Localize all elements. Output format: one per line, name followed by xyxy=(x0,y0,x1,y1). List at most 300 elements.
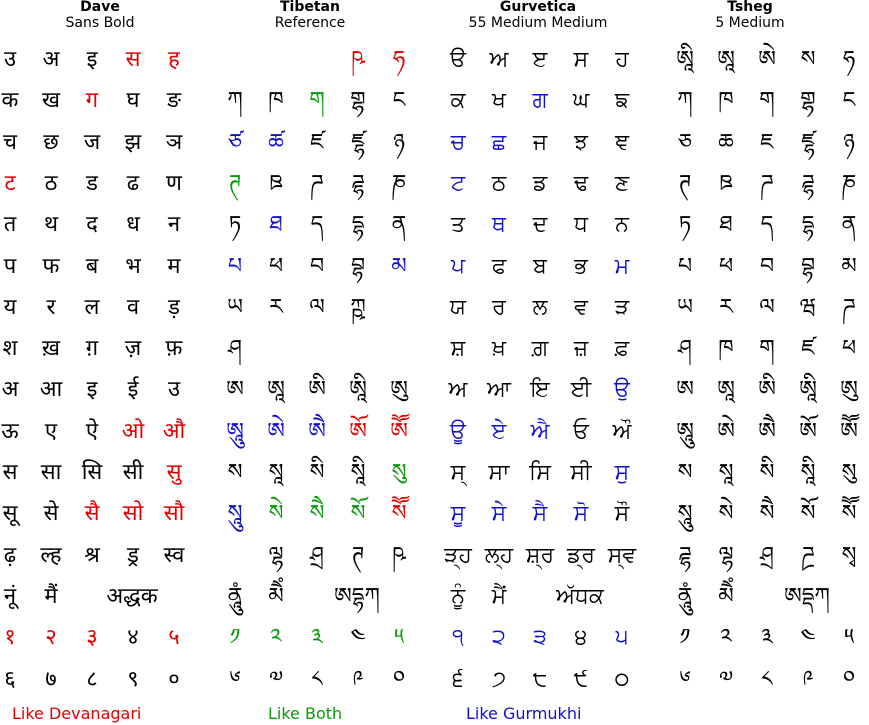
glyph-cell: ਧ xyxy=(574,212,588,238)
glyph-cell: ਦ xyxy=(532,212,548,238)
glyph-row xyxy=(650,494,860,534)
glyph-cell: ཧ xyxy=(392,47,406,72)
glyph-cell: ཀ xyxy=(227,88,243,114)
glyph-cell: ཁ xyxy=(718,88,734,114)
glyph-row xyxy=(650,412,860,452)
column-tsheg xyxy=(650,0,858,692)
glyph-cell: ༧ xyxy=(718,666,734,692)
glyph-cell: ཡ xyxy=(227,294,243,320)
glyph-cell: ཥ xyxy=(351,47,365,72)
glyph-row xyxy=(438,536,648,576)
glyph-cell: ན xyxy=(841,212,857,238)
glyph-cell: उ xyxy=(167,377,181,403)
glyph-cell: ਘ xyxy=(572,88,590,114)
glyph-cell: सै xyxy=(84,501,100,527)
glyph-cell: ༣ xyxy=(761,625,773,651)
glyph-cell: ਉ xyxy=(614,377,630,403)
glyph-cell xyxy=(338,329,378,369)
glyph-cell: ङ xyxy=(166,88,181,114)
glyph-cell: अ xyxy=(1,377,19,403)
glyph-cell: ཡ xyxy=(677,294,693,320)
glyph-cell: ཤ xyxy=(228,336,242,362)
glyph-cell: इ xyxy=(86,47,98,72)
glyph-cell: ਛ xyxy=(491,129,507,155)
glyph-cell: न xyxy=(167,212,181,238)
glyph-cell: ੮ xyxy=(532,666,548,692)
glyph-cell: ਮ xyxy=(614,253,630,279)
glyph-cell: सा xyxy=(40,460,62,485)
glyph-cell: ཤྲ xyxy=(310,542,324,568)
glyph-cell: ४ xyxy=(127,625,139,651)
glyph-cell: ਈ xyxy=(570,377,592,403)
glyph-cell: ਔ xyxy=(612,418,632,444)
glyph-cell: सि xyxy=(81,460,103,485)
glyph-cell: ल xyxy=(84,294,100,320)
glyph-cell: ལ xyxy=(309,294,325,320)
glyph-cell: ༤ xyxy=(800,625,816,651)
glyph-cell: ༡ xyxy=(229,625,241,651)
column-header xyxy=(0,0,200,34)
glyph-cell: ཎ xyxy=(841,170,857,196)
glyph-row xyxy=(438,370,648,410)
glyph-cell: मैं xyxy=(44,583,58,609)
glyph-cell xyxy=(256,40,296,80)
glyph-cell: ཨཱི xyxy=(799,377,817,403)
glyph-cell: ३ xyxy=(86,625,98,651)
glyph-row xyxy=(0,618,210,658)
glyph-row xyxy=(210,660,420,700)
glyph-cell: ५ xyxy=(168,625,180,651)
glyph-row xyxy=(650,288,860,328)
glyph-cell: སཱ xyxy=(268,460,284,485)
glyph-cell: नूं xyxy=(3,583,17,609)
glyph-cell: ཨཻ xyxy=(758,418,776,444)
column-title: Tsheg xyxy=(727,0,773,15)
glyph-cell: झ xyxy=(124,129,142,155)
glyph-cell: ༡ xyxy=(679,625,691,651)
glyph-cell: ९ xyxy=(127,666,139,692)
glyph-cell: ਨੂੰ xyxy=(450,583,466,609)
glyph-row xyxy=(650,247,860,287)
glyph-cell: ལྷ xyxy=(718,542,734,568)
glyph-cell: प xyxy=(3,253,17,279)
glyph-row xyxy=(438,412,648,452)
glyph-cell: ཋ xyxy=(269,170,283,196)
glyph-row xyxy=(0,577,210,617)
glyph-row xyxy=(438,660,648,700)
glyph-cell: ཤྲ xyxy=(760,542,774,568)
glyph-cell: ब xyxy=(85,253,99,279)
glyph-cell: ਞ xyxy=(614,129,630,155)
glyph-cell: ན xyxy=(391,212,407,238)
glyph-row xyxy=(650,40,860,80)
glyph-cell: ੫ xyxy=(615,625,629,651)
glyph-row xyxy=(210,329,420,369)
glyph-cell: པ xyxy=(677,253,693,279)
glyph-row xyxy=(438,329,648,369)
glyph-cell: སཱུ xyxy=(677,501,693,527)
legend-gurmukhi: Like Gurmukhi xyxy=(466,704,582,723)
glyph-cell: ༦ xyxy=(679,666,691,692)
glyph-cell: ཁ xyxy=(718,336,734,362)
glyph-cell: छ xyxy=(43,129,59,155)
glyph-cell: ཨཱི xyxy=(676,47,694,72)
glyph-cell: སཱི xyxy=(800,460,816,485)
glyph-cell: ཨེ xyxy=(717,418,735,444)
glyph-cell xyxy=(256,329,296,369)
glyph-cell: ཐ xyxy=(719,212,733,238)
glyph-cell: ཨ xyxy=(226,377,244,403)
glyph-row xyxy=(210,618,420,658)
column-subtitle: Sans Bold xyxy=(65,15,135,31)
glyph-row xyxy=(0,40,210,80)
glyph-row xyxy=(0,247,210,287)
glyph-cell: ६ xyxy=(4,666,16,692)
glyph-cell: སཱུ xyxy=(227,501,243,527)
glyph-row xyxy=(0,660,210,700)
glyph-cell: ञ xyxy=(165,129,183,155)
glyph-row xyxy=(210,577,420,617)
glyph-cell: སི xyxy=(759,460,775,485)
glyph-cell: ਗ਼ xyxy=(531,336,549,362)
glyph-cell: ੲ xyxy=(532,47,548,72)
glyph-cell: ཌྷ xyxy=(678,542,692,568)
glyph-cell xyxy=(215,536,255,576)
glyph-cell: མ xyxy=(841,253,857,279)
glyph-cell: ਗ xyxy=(532,88,548,114)
glyph-cell: ਸੋ xyxy=(573,501,589,527)
glyph-cell: ཐ xyxy=(269,212,283,238)
glyph-cell: व xyxy=(126,294,140,320)
glyph-cell: स xyxy=(125,47,141,72)
glyph-row xyxy=(0,412,210,452)
glyph-cell: ਢ xyxy=(573,170,589,196)
glyph-cell: ཉ xyxy=(843,129,855,155)
glyph-row xyxy=(0,370,210,410)
glyph-cell: ཛྷ xyxy=(801,129,815,155)
glyph-cell: भ xyxy=(125,253,141,279)
glyph-cell: ਮੈਂ xyxy=(491,583,507,609)
glyph-cell: སོ xyxy=(350,501,366,527)
glyph-cell: औ xyxy=(162,418,186,444)
glyph-cell: ਨ xyxy=(615,212,629,238)
glyph-row xyxy=(0,494,210,534)
glyph-cell: ਸੇ xyxy=(491,501,507,527)
glyph-cell: ਏ xyxy=(491,418,507,444)
glyph-cell: ཉ xyxy=(393,129,405,155)
glyph-cell: ག xyxy=(759,336,775,362)
glyph-cell: स्व xyxy=(163,542,185,568)
glyph-cell: ལྷ xyxy=(268,542,284,568)
glyph-cell: ༧ xyxy=(268,666,284,692)
glyph-cell: ༠ xyxy=(842,666,856,692)
glyph-cell: ༩ xyxy=(352,666,364,692)
glyph-cell: ਐ xyxy=(530,418,550,444)
glyph-row xyxy=(210,370,420,410)
glyph-cell: ཊ xyxy=(351,542,365,568)
glyph-cell: ཨཱུ xyxy=(676,418,694,444)
glyph-cell: ੳ xyxy=(450,47,466,72)
glyph-cell: ཨཽ xyxy=(390,418,408,444)
glyph-cell: ཨཱ xyxy=(717,377,735,403)
glyph-cell: ད xyxy=(760,212,774,238)
glyph-cell: ੩ xyxy=(533,625,547,651)
glyph-cell: ਠ xyxy=(491,170,507,196)
glyph-cell: ༢ xyxy=(270,625,282,651)
glyph-cell: པ xyxy=(227,253,243,279)
glyph-cell: ਡ xyxy=(532,170,548,196)
glyph-cell: फ़ xyxy=(165,336,183,362)
glyph-cell: ཨེ xyxy=(758,47,776,72)
glyph-cell: ས xyxy=(677,460,693,485)
glyph-row xyxy=(0,81,210,121)
glyph-cell: ཨ xyxy=(676,377,694,403)
glyph-cell: ਸ xyxy=(573,47,589,72)
glyph-cell: བྷ xyxy=(800,253,816,279)
glyph-cell: म xyxy=(167,253,181,279)
glyph-row xyxy=(210,40,420,80)
glyph-cell: श xyxy=(2,336,18,362)
glyph-row xyxy=(210,205,420,245)
glyph-cell: ཨདྡཀ xyxy=(784,583,830,609)
glyph-cell: ਰ xyxy=(492,294,506,320)
glyph-cell: ड्र xyxy=(127,542,139,568)
glyph-cell xyxy=(379,288,419,328)
glyph-cell: ਫ਼ xyxy=(614,336,630,362)
glyph-cell: ཛྷ xyxy=(351,129,365,155)
glyph-cell: ཨེ xyxy=(267,418,285,444)
glyph-cell: ग xyxy=(85,88,99,114)
glyph-cell: इ xyxy=(86,377,98,403)
glyph-cell: བ xyxy=(309,253,325,279)
glyph-cell: ई xyxy=(127,377,139,403)
legend-both: Like Both xyxy=(268,704,343,723)
glyph-row xyxy=(0,123,210,163)
column-subtitle: Reference xyxy=(274,15,346,31)
glyph-cell xyxy=(379,329,419,369)
glyph-cell: སེ xyxy=(718,501,734,527)
glyph-cell: ཛ xyxy=(801,336,815,362)
glyph-cell: सी xyxy=(122,460,144,485)
glyph-cell: सू xyxy=(2,501,18,527)
glyph-row xyxy=(210,536,420,576)
glyph-cell xyxy=(297,329,337,369)
glyph-cell: ल्ह xyxy=(40,542,62,568)
legend-devanagari: Like Devanagari xyxy=(12,704,142,723)
glyph-cell: ਸ਼੍ਰ xyxy=(525,542,555,568)
glyph-cell: ० xyxy=(168,666,180,692)
glyph-row xyxy=(438,205,648,245)
glyph-cell: ड़ xyxy=(168,294,180,320)
glyph-cell: ག xyxy=(759,88,775,114)
glyph-cell: ਙ xyxy=(614,88,630,114)
glyph-cell: ནཱུཾ xyxy=(227,583,243,609)
glyph-cell: ७ xyxy=(45,666,57,692)
glyph-cell: ਲ xyxy=(532,294,548,320)
column-subtitle: 55 Medium Medium xyxy=(468,15,608,31)
glyph-row xyxy=(438,40,648,80)
glyph-cell: ཊ xyxy=(678,170,692,196)
glyph-cell: ए xyxy=(44,418,58,444)
glyph-cell: བྷ xyxy=(350,253,366,279)
glyph-cell: ཨུ xyxy=(840,377,858,403)
glyph-cell: ཏ xyxy=(678,212,692,238)
glyph-cell: ཨཱི xyxy=(349,377,367,403)
glyph-cell: ཨཱ xyxy=(717,47,735,72)
glyph-cell: ਚ xyxy=(450,129,466,155)
glyph-cell: ਓ xyxy=(573,418,589,444)
glyph-cell: ཨི xyxy=(758,377,776,403)
glyph-cell: ਸ੍ xyxy=(450,460,466,485)
glyph-cell: ਸੌ xyxy=(614,501,630,527)
glyph-cell: ਝ xyxy=(574,129,588,155)
glyph-cell: ༤ xyxy=(350,625,366,651)
glyph-cell: ਖ xyxy=(492,88,506,114)
glyph-cell: ཊ xyxy=(228,170,242,196)
glyph-cell: ਆ xyxy=(487,377,511,403)
glyph-row xyxy=(650,618,860,658)
glyph-cell: སཱི xyxy=(350,460,366,485)
glyph-cell: ཨཽ xyxy=(840,418,858,444)
glyph-cell: से xyxy=(43,501,59,527)
glyph-cell: सु xyxy=(166,460,182,485)
glyph-cell xyxy=(297,40,337,80)
glyph-cell: अद्धक xyxy=(106,583,158,609)
glyph-cell: གྷ xyxy=(800,88,816,114)
glyph-cell: ཇ xyxy=(760,129,774,155)
glyph-row xyxy=(210,247,420,287)
glyph-row xyxy=(438,494,648,534)
glyph-cell: ਸੀ xyxy=(570,460,592,485)
glyph-cell: आ xyxy=(39,377,63,403)
glyph-cell: ཕ xyxy=(268,253,284,279)
glyph-cell: ज xyxy=(83,129,101,155)
glyph-cell: ध xyxy=(126,212,140,238)
glyph-cell: ཧ xyxy=(842,47,856,72)
glyph-cell: སཻ xyxy=(759,501,775,527)
glyph-row xyxy=(438,81,648,121)
glyph-cell: ཥ xyxy=(392,542,406,568)
glyph-cell: ੬ xyxy=(452,666,464,692)
glyph-cell: ཚ xyxy=(268,129,284,155)
glyph-cell: ੨ xyxy=(492,625,506,651)
glyph-cell: ཨུ xyxy=(390,377,408,403)
column-gurvetica xyxy=(438,0,638,692)
glyph-cell: ཌྲ xyxy=(801,542,815,568)
glyph-cell: ਭ xyxy=(574,253,588,279)
glyph-cell: བ xyxy=(759,253,775,279)
glyph-cell: ༣ xyxy=(311,625,323,651)
glyph-cell: སུ xyxy=(841,460,857,485)
glyph-cell: ཋ xyxy=(719,170,733,196)
glyph-cell: སཱ xyxy=(718,460,734,485)
glyph-cell: ཛ xyxy=(310,129,324,155)
glyph-cell: ཕ xyxy=(718,253,734,279)
glyph-cell: ਯ xyxy=(449,294,467,320)
glyph-cell: ठ xyxy=(44,170,58,196)
glyph-row xyxy=(438,247,648,287)
glyph-cell: ੜ xyxy=(614,294,630,320)
glyph-row xyxy=(650,329,860,369)
glyph-cell: ਫ xyxy=(491,253,507,279)
glyph-row xyxy=(438,123,648,163)
glyph-row xyxy=(650,205,860,245)
glyph-cell: ༠ xyxy=(392,666,406,692)
glyph-cell: ད xyxy=(310,212,324,238)
glyph-cell: ཙ xyxy=(228,129,242,155)
glyph-cell: ज़ xyxy=(124,336,142,362)
glyph-cell: ༨ xyxy=(311,666,323,692)
glyph-cell: ऐ xyxy=(85,418,99,444)
glyph-cell: ਸ਼ xyxy=(450,336,466,362)
glyph-cell: ਊ xyxy=(450,418,466,444)
glyph-cell: १ xyxy=(4,625,16,651)
glyph-cell: ཌྷ xyxy=(801,170,815,196)
glyph-cell: ཏ xyxy=(228,212,242,238)
glyph-row xyxy=(210,123,420,163)
glyph-row xyxy=(650,577,860,617)
glyph-row xyxy=(0,205,210,245)
glyph-row xyxy=(650,453,860,493)
glyph-cell: ਣ xyxy=(614,170,630,196)
glyph-cell xyxy=(215,40,255,80)
glyph-cell: ཆ xyxy=(718,129,734,155)
glyph-cell: ८ xyxy=(86,666,98,692)
glyph-cell: ཨཻ xyxy=(308,418,326,444)
glyph-row xyxy=(210,412,420,452)
glyph-cell: ཨོ xyxy=(799,418,817,444)
column-tibetan xyxy=(210,0,410,692)
column-subtitle: 5 Medium xyxy=(715,15,785,31)
glyph-cell: ཀྵ xyxy=(350,294,366,320)
glyph-cell: ཨཱ xyxy=(267,377,285,403)
glyph-cell: ड xyxy=(86,170,98,196)
glyph-cell: ਇ xyxy=(530,377,550,403)
glyph-cell: ट xyxy=(4,170,16,196)
glyph-cell: २ xyxy=(45,625,57,651)
glyph-cell: དྷ xyxy=(351,212,365,238)
glyph-cell: ང xyxy=(842,88,856,114)
glyph-cell: ༨ xyxy=(761,666,773,692)
glyph-cell: थ xyxy=(43,212,59,238)
glyph-cell: उ xyxy=(3,47,17,72)
glyph-row xyxy=(438,577,648,617)
glyph-cell: ह xyxy=(168,47,180,72)
glyph-cell: ਸਾ xyxy=(488,460,510,485)
glyph-cell: ཁ xyxy=(268,88,284,114)
glyph-row xyxy=(210,81,420,121)
glyph-row xyxy=(650,164,860,204)
glyph-row xyxy=(438,453,648,493)
glyph-cell: མཻཾ xyxy=(718,583,734,609)
glyph-cell: द xyxy=(86,212,98,238)
glyph-cell: ཨདྷཀ xyxy=(334,583,380,609)
glyph-cell: ཀ xyxy=(677,88,693,114)
glyph-cell: ཝ xyxy=(799,294,817,320)
glyph-cell: ཅ xyxy=(678,129,692,155)
glyph-row xyxy=(650,536,860,576)
glyph-cell: ལ xyxy=(759,294,775,320)
glyph-cell: ས xyxy=(800,47,816,72)
glyph-cell: ཌ xyxy=(760,170,774,196)
glyph-cell: ཨཱུ xyxy=(226,418,244,444)
glyph-cell: སེ xyxy=(268,501,284,527)
glyph-cell: མ xyxy=(391,253,407,279)
glyph-cell: ਅ xyxy=(489,47,509,72)
glyph-cell: གྷ xyxy=(350,88,366,114)
glyph-row xyxy=(650,123,860,163)
glyph-cell: ཌྷ xyxy=(351,170,365,196)
